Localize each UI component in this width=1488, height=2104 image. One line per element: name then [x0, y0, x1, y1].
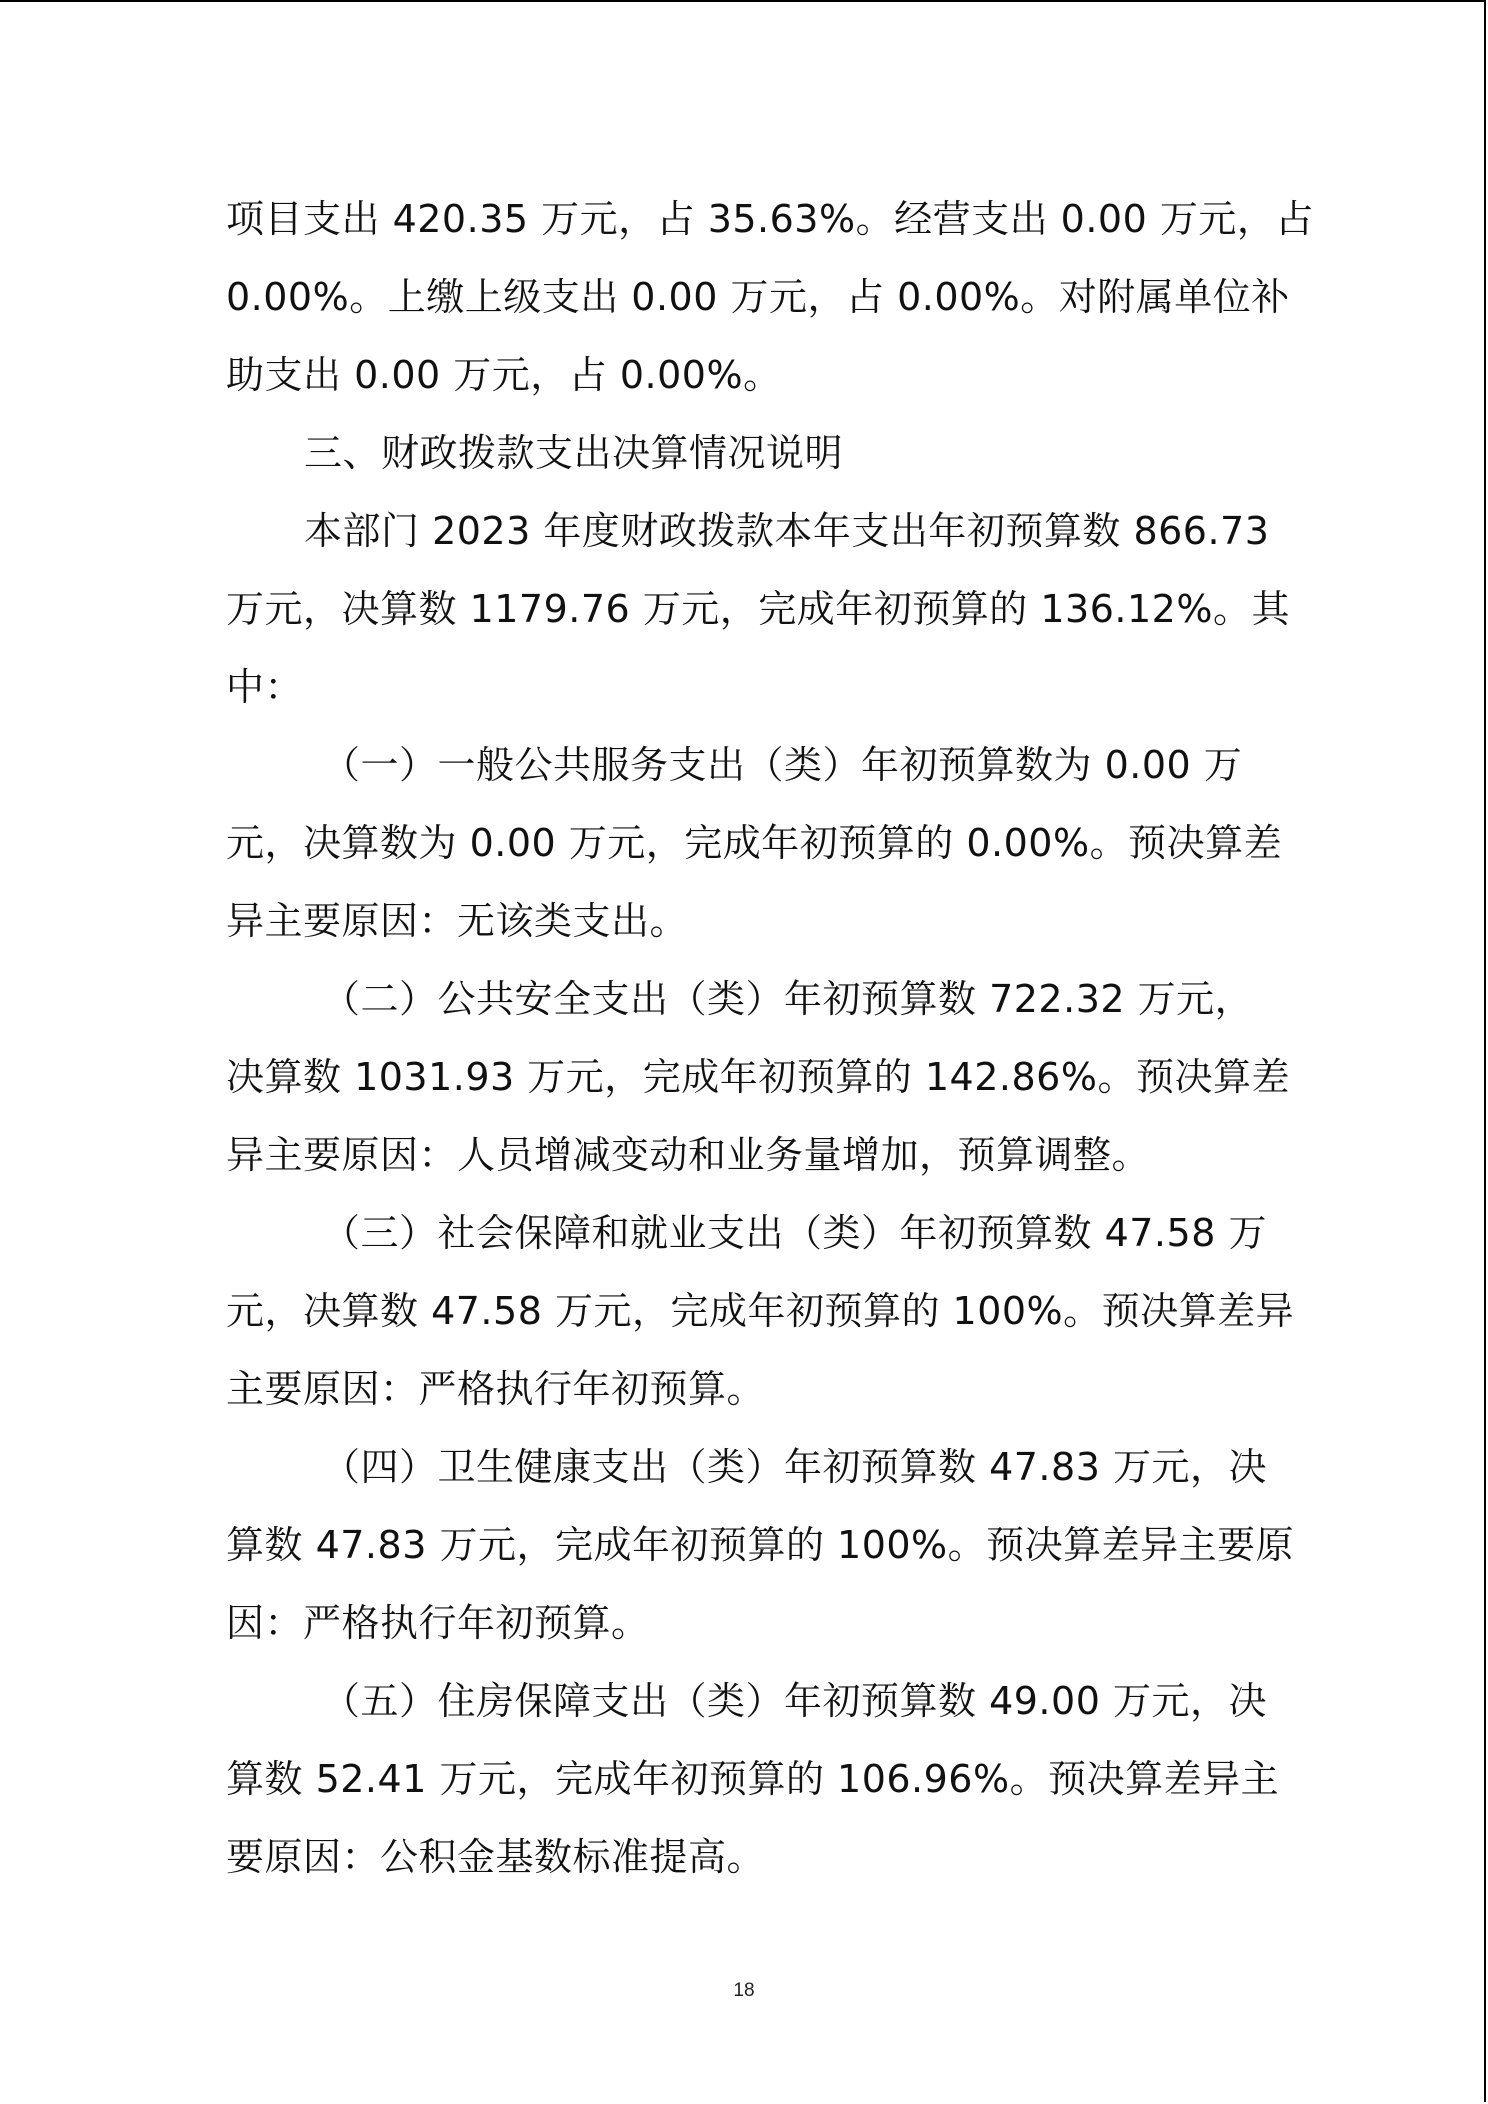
text-line: 万元，决算数 1179.76 万元，完成年初预算的 136.12%。其: [226, 587, 1290, 631]
text-line: 决算数 1031.93 万元，完成年初预算的 142.86%。预决算差: [226, 1055, 1290, 1099]
text-line: （三）社会保障和就业支出（类）年初预算数 47.58 万: [322, 1211, 1267, 1255]
text-line: 元，决算数为 0.00 万元，完成年初预算的 0.00%。预决算差: [226, 821, 1283, 865]
text-line: 算数 52.41 万元，完成年初预算的 106.96%。预决算差异主: [226, 1757, 1280, 1801]
text-line: （四）卫生健康支出（类）年初预算数 47.83 万元，决: [322, 1445, 1267, 1489]
text-line: 本部门 2023 年度财政拨款本年支出年初预算数 866.73: [304, 509, 1270, 553]
text-line: （二）公共安全支出（类）年初预算数 722.32 万元，: [322, 977, 1254, 1021]
text-line: 异主要原因：人员增减变动和业务量增加，预算调整。: [226, 1133, 1151, 1177]
text-line: （一）一般公共服务支出（类）年初预算数为 0.00 万: [322, 743, 1243, 787]
text-line: 元，决算数 47.58 万元，完成年初预算的 100%。预决算差异: [226, 1289, 1295, 1333]
text-line: （五）住房保障支出（类）年初预算数 49.00 万元，决: [322, 1679, 1267, 1723]
text-line: 中：: [226, 665, 304, 709]
text-line: 项目支出 420.35 万元，占 35.63%。经营支出 0.00 万元，占: [226, 197, 1314, 241]
text-line: 0.00%。上缴上级支出 0.00 万元，占 0.00%。对附属单位补: [226, 275, 1290, 319]
section-heading: 三、财政拨款支出决算情况说明: [304, 431, 844, 475]
text-line: 主要原因：严格执行年初预算。: [226, 1367, 766, 1411]
text-line: 异主要原因：无该类支出。: [226, 899, 689, 943]
text-line: 助支出 0.00 万元，占 0.00%。: [226, 353, 782, 397]
text-line: 算数 47.83 万元，完成年初预算的 100%。预决算差异主要原: [226, 1523, 1295, 1567]
document-body: [226, 180, 1314, 1896]
page-number: 18: [733, 1980, 755, 2001]
text-line: 因：严格执行年初预算。: [226, 1601, 650, 1645]
text-line: 要原因：公积金基数标准提高。: [226, 1835, 766, 1879]
